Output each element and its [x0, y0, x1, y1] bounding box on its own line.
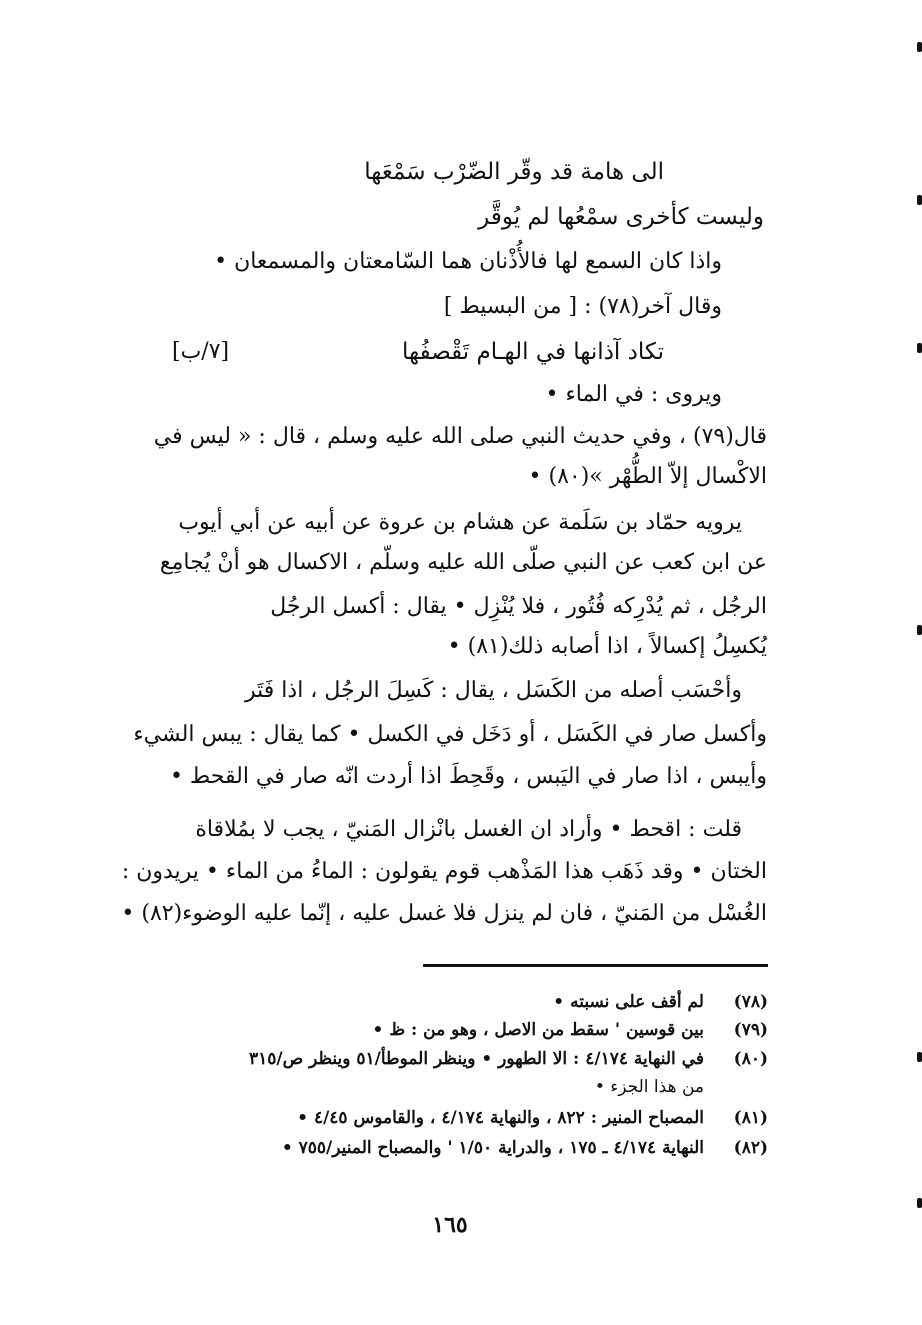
body-line: الاكْسال إلاّ الطُّهْر »(٨٠) • — [528, 464, 767, 489]
footnote-number: (٧٨) — [733, 992, 768, 1012]
body-line: الختان • وقد ذَهَب هذا المَذْهب قوم يقولون : الماءُ من الماء • يريدون : — [121, 859, 767, 884]
body-line: عن ابن كعب عن النبي صلّى الله عليه وسلّم ، الاكسال هو أنْ يُجامِع — [159, 550, 767, 575]
body-line: وقال آخر(٧٨) : [ من البسيط ] — [443, 294, 722, 319]
body-line: واذا كان السمع لها فالأُذْنان هما السّامعتان والمسمعان • — [214, 249, 722, 274]
footnote-separator — [423, 964, 768, 967]
scan-edge-mark — [917, 42, 922, 52]
body-line: قال(٧٩) ، وفي حديث النبي صلى الله عليه وسلم ، قال : « ليس في — [153, 424, 767, 449]
footnote-text: بين قوسين ' سقط من الاصل ، وهو من : ظ • — [372, 1020, 704, 1040]
page-number: ١٦٥ — [432, 1212, 468, 1238]
footnote-number: (٨٠) — [733, 1049, 768, 1069]
scan-edge-mark — [917, 195, 922, 205]
verse-line: وليست كأخرى سمْعُها لم يُوقَّر — [478, 204, 764, 230]
footnote-text: لم أقف على نسبته • — [553, 992, 704, 1012]
footnote-number: (٨٢) — [733, 1138, 768, 1158]
body-line: يُكسِلُ إكسالاً ، اذا أصابه ذلك(٨١) • — [447, 634, 767, 659]
body-line: يرويه حمّاد بن سَلَمة عن هشام بن عروة عن أبيه عن أبي أيوب — [178, 510, 742, 535]
body-line: قلت : اقحط • وأراد ان الغسل بانْزال المَنيّ ، يجب لا بمُلاقاة — [195, 817, 742, 842]
footnote-text-continued: من هذا الجزء • — [594, 1077, 704, 1097]
verse-line: الى هامة قد وقّر الضّرْب سَمْعَها — [364, 159, 664, 185]
body-line: وأيبس ، اذا صار في اليَبس ، وقَحِطَ اذا أردت انّه صار في القحط • — [169, 764, 767, 789]
body-line: الرجُل ، ثم يُدْرِكه فُتُور ، فلا يُنْزِل • يقال : أكسل الرجُل — [270, 594, 767, 619]
scan-edge-mark — [917, 625, 922, 635]
body-line: وأحْسَب أصله من الكَسَل ، يقال : كَسِلَ الرجُل ، اذا فَتَر — [245, 678, 742, 703]
verse-line: تكاد آذانها في الهـام تَقْصفُها — [401, 339, 664, 365]
folio-reference: [٧/ب] — [172, 339, 230, 364]
body-line: وأكسل صار في الكَسَل ، أو دَخَل في الكسل • كما يقال : يبس الشيء — [133, 722, 767, 747]
footnote-text: النهاية ٤/١٧٤ ـ ١٧٥ ، والدراية ١/٥٠ ' والمصباح المنير/٧٥٥ • — [281, 1138, 704, 1158]
footnote-number: (٧٩) — [733, 1020, 768, 1040]
footnote-number: (٨١) — [733, 1108, 768, 1128]
scan-edge-mark — [917, 1198, 922, 1208]
footnote-text: في النهاية ٤/١٧٤ : الا الطهور • وينظر الموطأ/٥١ وينظر ص/٣١٥ — [248, 1049, 704, 1069]
body-line: ويروى : في الماء • — [545, 382, 722, 407]
scan-edge-mark — [917, 1052, 922, 1062]
footnote-text: المصباح المنير : ٨٢٢ ، والنهاية ٤/١٧٤ ، والقاموس ٤/٤٥ • — [297, 1108, 704, 1128]
body-line: الغُسْل من المَنيّ ، فان لم ينزل فلا غسل عليه ، إنّما عليه الوضوء(٨٢) • — [121, 901, 767, 926]
scan-edge-mark — [917, 343, 922, 353]
